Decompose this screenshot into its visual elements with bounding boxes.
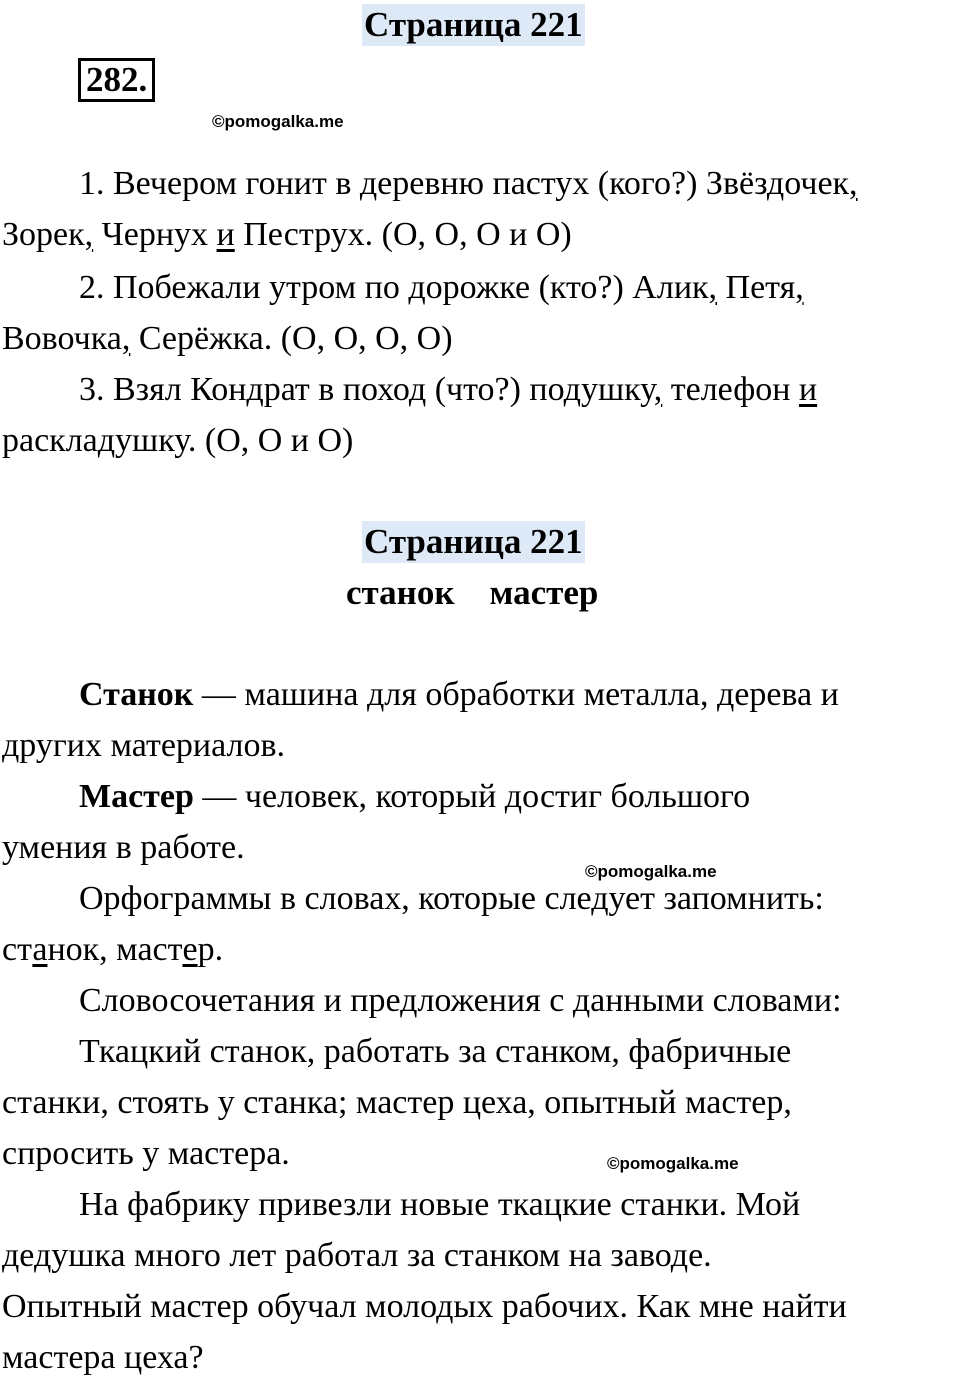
phrase-line: Ткацкий станок, работать за станком, фабричные — [79, 1033, 792, 1070]
watermark: ©pomogalka.me — [607, 1154, 739, 1173]
phrases-title: Словосочетания и предложения с данными словами: — [79, 982, 842, 1019]
sentence-line: На фабрику привезли новые ткацкие станки. Мой — [79, 1186, 801, 1223]
exercise-1-line-1: 1. Вечером гонит в деревню пастух (кого?) Звёздочек, — [79, 165, 858, 202]
phrase-line: спросить у мастера. — [2, 1135, 290, 1172]
exercise-2-line-2: Вовочка, Серёжка. (О, О, О, О) — [2, 320, 453, 357]
vocabulary-words-title: станок мастер — [346, 573, 599, 612]
exercise-3-line-2: раскладушку. (О, О и О) — [2, 422, 354, 459]
watermark: ©pomogalka.me — [585, 862, 717, 881]
definition-stanok-cont: других материалов. — [2, 727, 286, 764]
task-number: 282 — [86, 60, 139, 99]
sentence-line: Опытный мастер обучал молодых рабочих. Как мне найти — [2, 1288, 847, 1325]
task-number-box: 282. — [78, 58, 155, 102]
page-heading-2: Страница 221 — [364, 522, 583, 561]
exercise-1-line-2: Зорек, Чернух и Пеструх. (О, О, О и О) — [2, 216, 572, 253]
page-heading-1: Страница 221 — [364, 5, 583, 44]
exercise-3-line-1: 3. Взял Кондрат в поход (что?) подушку, телефон и — [79, 371, 818, 408]
orthogram-words: станок, мастер. — [2, 931, 224, 968]
watermark: ©pomogalka.me — [212, 112, 344, 131]
phrase-line: станки, стоять у станка; мастер цеха, опытный мастер, — [2, 1084, 792, 1121]
definition-stanok: Станок — машина для обработки металла, дерева и — [79, 676, 839, 713]
orthogram-intro: Орфограммы в словах, которые следует запомнить: — [79, 880, 824, 917]
exercise-2-line-1: 2. Побежали утром по дорожке (кто?) Алик, Петя, — [79, 269, 804, 306]
sentence-line: дедушка много лет работал за станком на заводе. — [2, 1237, 712, 1274]
definition-master: Мастер — человек, который достиг большого — [79, 778, 751, 815]
sentence-line: мастера цеха? — [2, 1339, 204, 1376]
definition-master-cont: умения в работе. — [2, 829, 245, 866]
